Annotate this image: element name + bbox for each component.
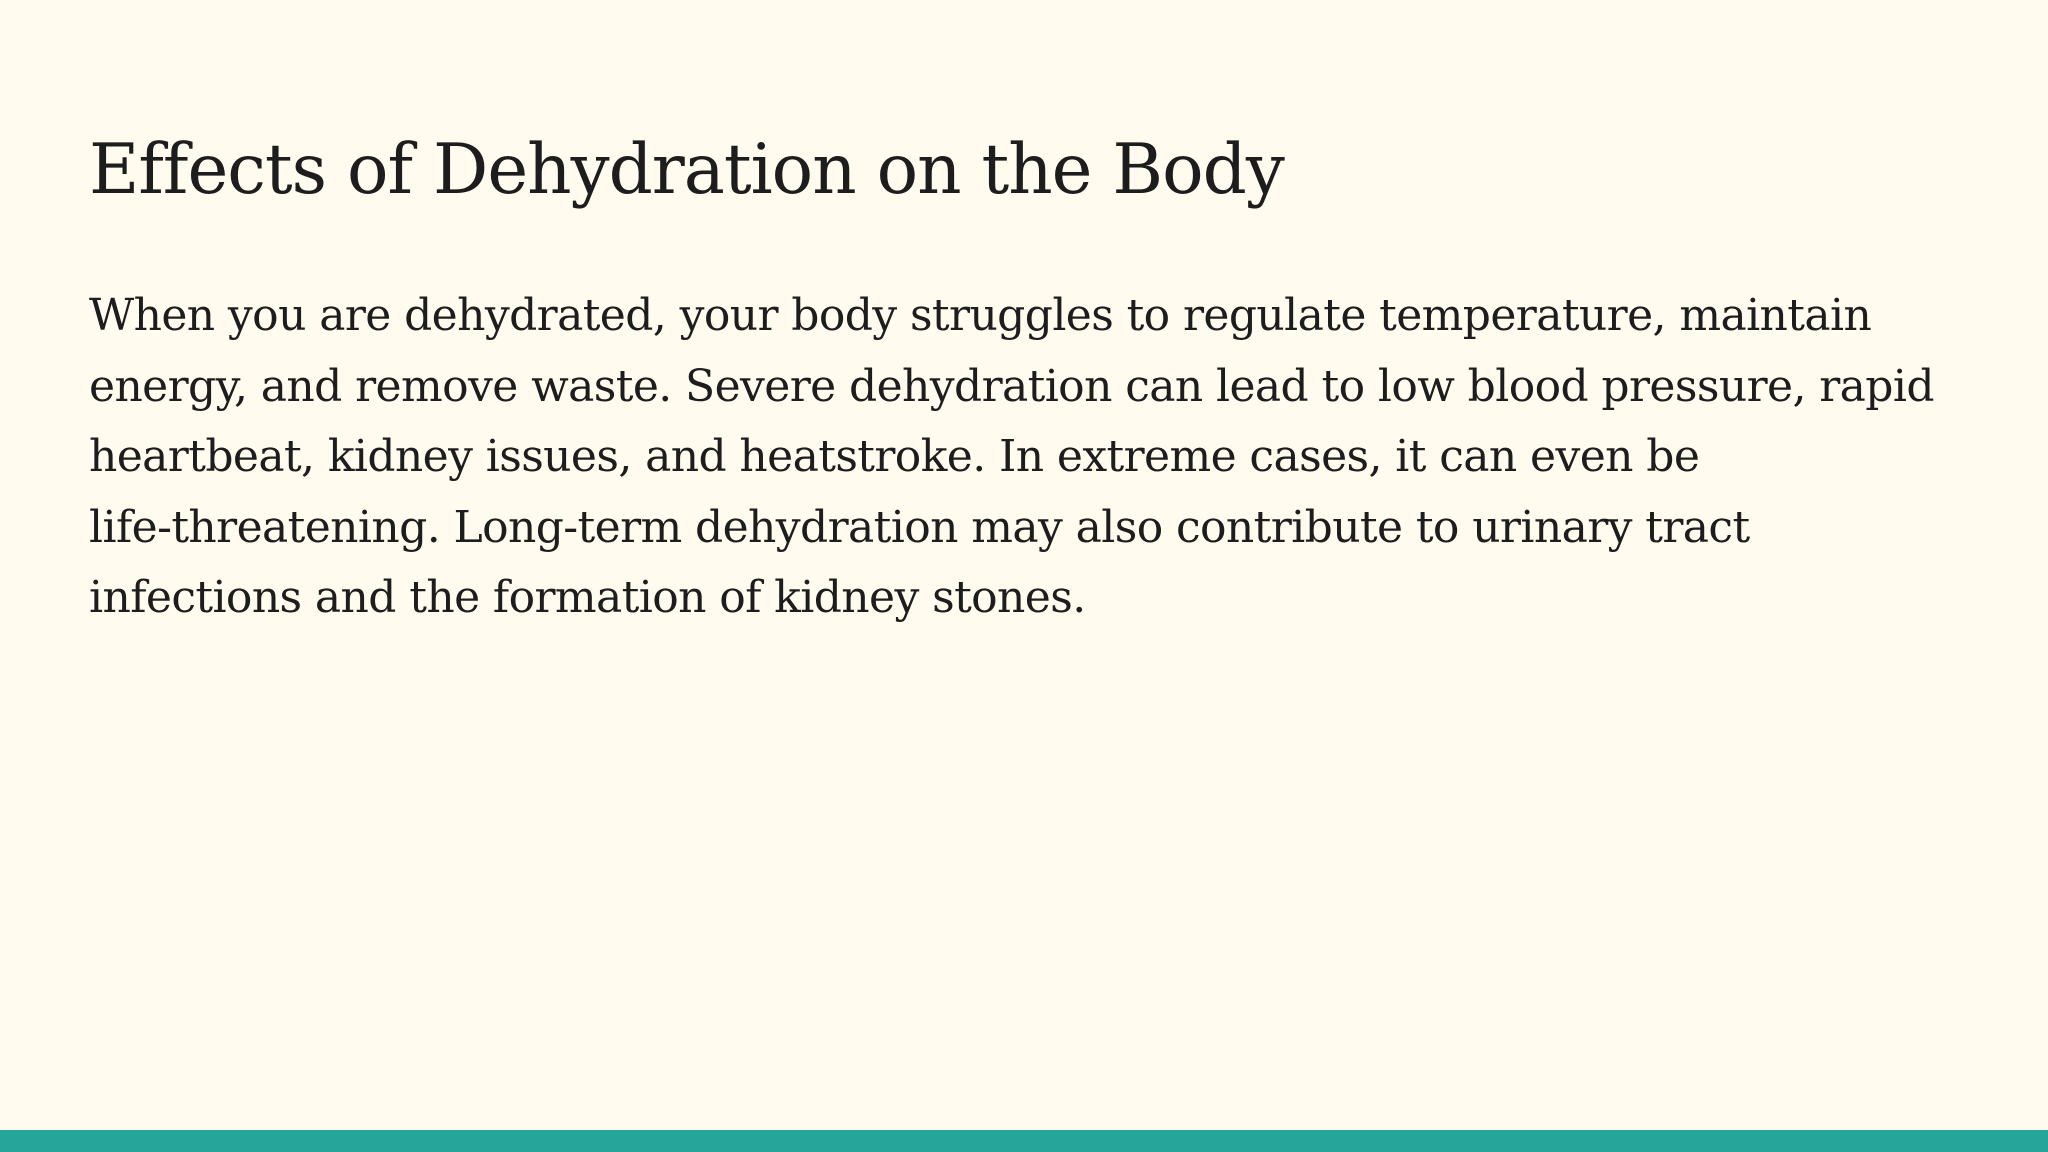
body-line: When you are dehydrated, your body struggles to regulate temperature, maintain — [89, 290, 1872, 341]
body-line: infections and the formation of kidney stones. — [89, 572, 1086, 623]
body-line: life-threatening. Long-term dehydration may also contribute to urinary tract — [89, 501, 1750, 553]
body-line: heartbeat, kidney issues, and heatstroke. In extreme cases, it can even be — [89, 431, 1700, 482]
slide-title: Effects of Dehydration on the Body — [89, 130, 1284, 210]
slide-body-text — [89, 281, 2009, 634]
body-line: energy, and remove waste. Severe dehydration can lead to low blood pressure, rapid — [89, 360, 1934, 412]
bottom-accent-bar — [0, 1130, 2048, 1152]
